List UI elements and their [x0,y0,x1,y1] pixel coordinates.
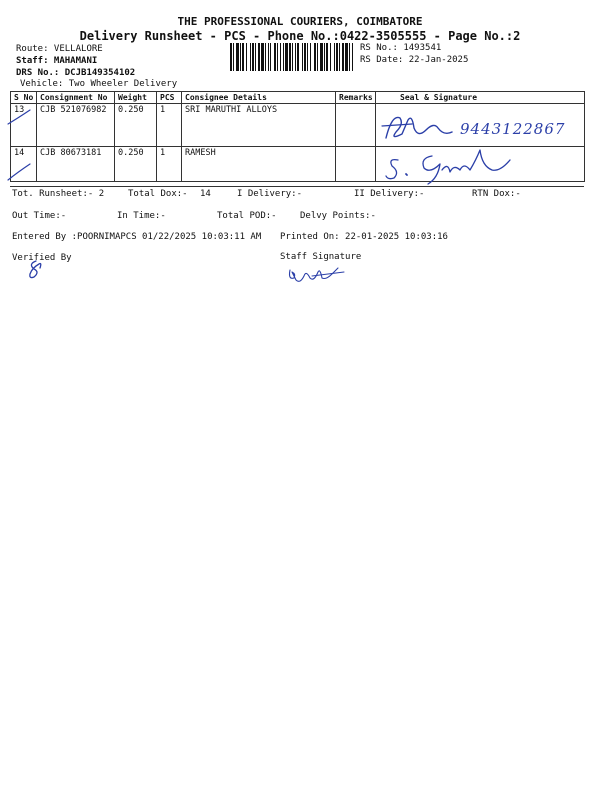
signature-row-2-icon [384,148,524,184]
staff-label: Staff: MAHAMANI [16,56,98,66]
route-label: Route: VELLALORE [16,44,103,54]
totals-divider [10,186,584,187]
total-dox-label: Total Dox:- [128,189,188,199]
signature-phone-note: 9443122867 [460,120,566,138]
cell-remarks [336,104,376,147]
col-consignment: Consignment No [37,92,115,104]
cell-consignee: SRI MARUTHI ALLOYS [182,104,336,147]
rtn-dox: RTN Dox:- [472,189,521,199]
cell-pcs: 1 [157,147,182,182]
staff-signature-label: Staff Signature [280,252,362,262]
runsheet-title: Delivery Runsheet - PCS - Phone No.:0422-3505555 - Page No.:2 [79,29,521,43]
out-time: Out Time:- [12,211,67,221]
printed-on: Printed On: 22-01-2025 10:03:16 [280,232,448,242]
cell-sno: 13 [11,104,37,147]
total-dox-value: 14 [200,189,211,199]
cell-pcs: 1 [157,104,182,147]
cell-weight: 0.250 [115,104,157,147]
cell-sno: 14 [11,147,37,182]
verified-by-label: Verified By [12,253,72,263]
cell-remarks [336,147,376,182]
delvy-points: Delvy Points:- [300,211,376,221]
barcode-icon [230,43,354,71]
cell-consignment: CJB 521076982 [37,104,115,147]
col-remarks: Remarks [336,92,376,104]
col-seal-signature: Seal & Signature [376,92,585,104]
cell-consignment: CJB 80673181 [37,147,115,182]
entered-by: Entered By :POORNIMAPCS 01/22/2025 10:03:11 AM [12,232,262,242]
signature-row-1-icon [378,110,458,150]
ii-delivery: II Delivery:- [354,189,425,199]
vehicle-label: Vehicle: Two Wheeler Delivery [20,79,178,89]
rs-date: RS Date: 22-Jan-2025 [360,55,469,65]
total-pod: Total POD:- [217,211,277,221]
drs-number: DRS No.: DCJB149354102 [16,68,136,78]
company-name: THE PROFESSIONAL COURIERS, COIMBATORE [177,15,423,28]
staff-signature-icon [286,264,356,286]
col-pcs: PCS [157,92,182,104]
verifier-initials-icon [26,258,46,280]
rs-number: RS No.: 1493541 [360,43,442,53]
col-sno: S No [11,92,37,104]
in-time: In Time:- [117,211,166,221]
table-header-row [11,92,585,104]
col-weight: Weight [115,92,157,104]
tick-mark-icon [6,108,36,188]
i-delivery: I Delivery:- [237,189,303,199]
cell-consignee: RAMESH [182,147,336,182]
cell-weight: 0.250 [115,147,157,182]
col-consignee: Consignee Details [182,92,336,104]
total-runsheet: Tot. Runsheet:- 2 [12,189,105,199]
